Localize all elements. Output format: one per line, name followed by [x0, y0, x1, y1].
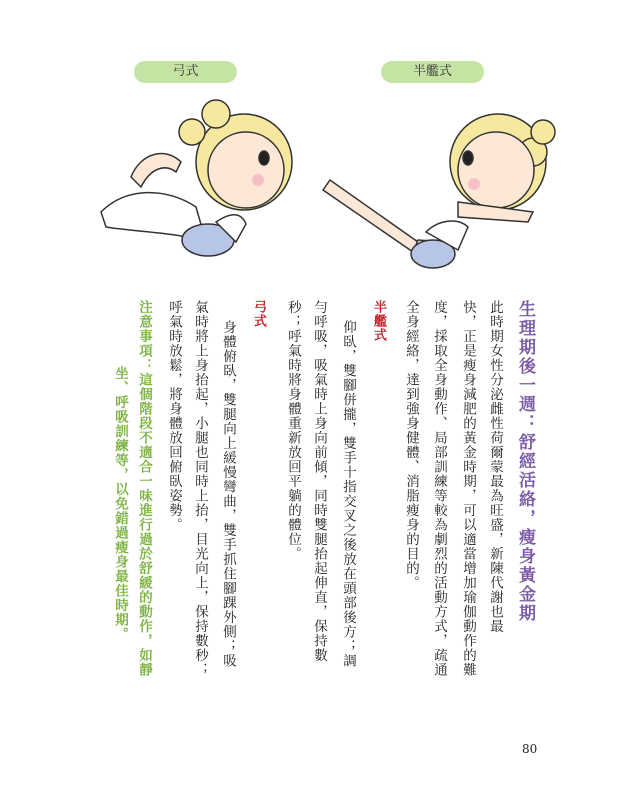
intro-line-4: 全身經絡，達到強身健體、消脂瘦身的目的。: [403, 300, 419, 590]
note-line-1: 注意事項：這個階段不適合一味進行過於舒緩的動作，如靜: [136, 300, 152, 677]
intro-line-3: 度，採取全身動作、局部訓練等較為劇烈的活動方式，疏通: [431, 300, 447, 677]
pose-label-half-boat: 半艦式: [381, 61, 484, 83]
boat-line-2: 勻呼吸，吸氣時上身向前傾，同時雙腿抬起伸直，保持數: [311, 300, 327, 663]
pose-label-bow: 弓式: [134, 61, 237, 83]
page-title: 生理期後一週：舒經活絡，瘦身黃金期: [515, 300, 535, 623]
bow-line-3: 呼氣時放鬆，將身體放回俯臥姿勢。: [166, 300, 182, 532]
boat-line-3: 秒；呼氣時將身體重新放回平躺的體位。: [285, 300, 301, 561]
page-number: 80: [522, 742, 538, 756]
bow-line-2: 氣時將上身抬起，小腿也同時上抬，目光向上，保持數秒；: [192, 300, 208, 677]
intro-line-1: 此時期女性分泌雌性荷爾蒙最為旺盛，新陳代謝也最: [487, 300, 503, 634]
heading-half-boat: 半艦式: [371, 300, 386, 342]
bow-line-1: 身體俯臥，雙腿向上緩慢彎曲，雙手抓住腳踝外側；吸: [220, 320, 236, 668]
note-line-2: 坐、呼吸訓練等，以免錯過瘦身最佳時期。: [112, 366, 128, 642]
half-boat-pose-illustration: [318, 92, 578, 282]
intro-line-2: 快，正是瘦身減肥的黃金時期，可以適當增加瑜伽動作的難: [460, 300, 476, 677]
bow-pose-illustration: [96, 92, 296, 272]
boat-line-1: 仰臥，雙腳併攏，雙手十指交叉之後放在頭部後方；調: [340, 320, 356, 668]
heading-bow: 弓式: [251, 300, 266, 328]
